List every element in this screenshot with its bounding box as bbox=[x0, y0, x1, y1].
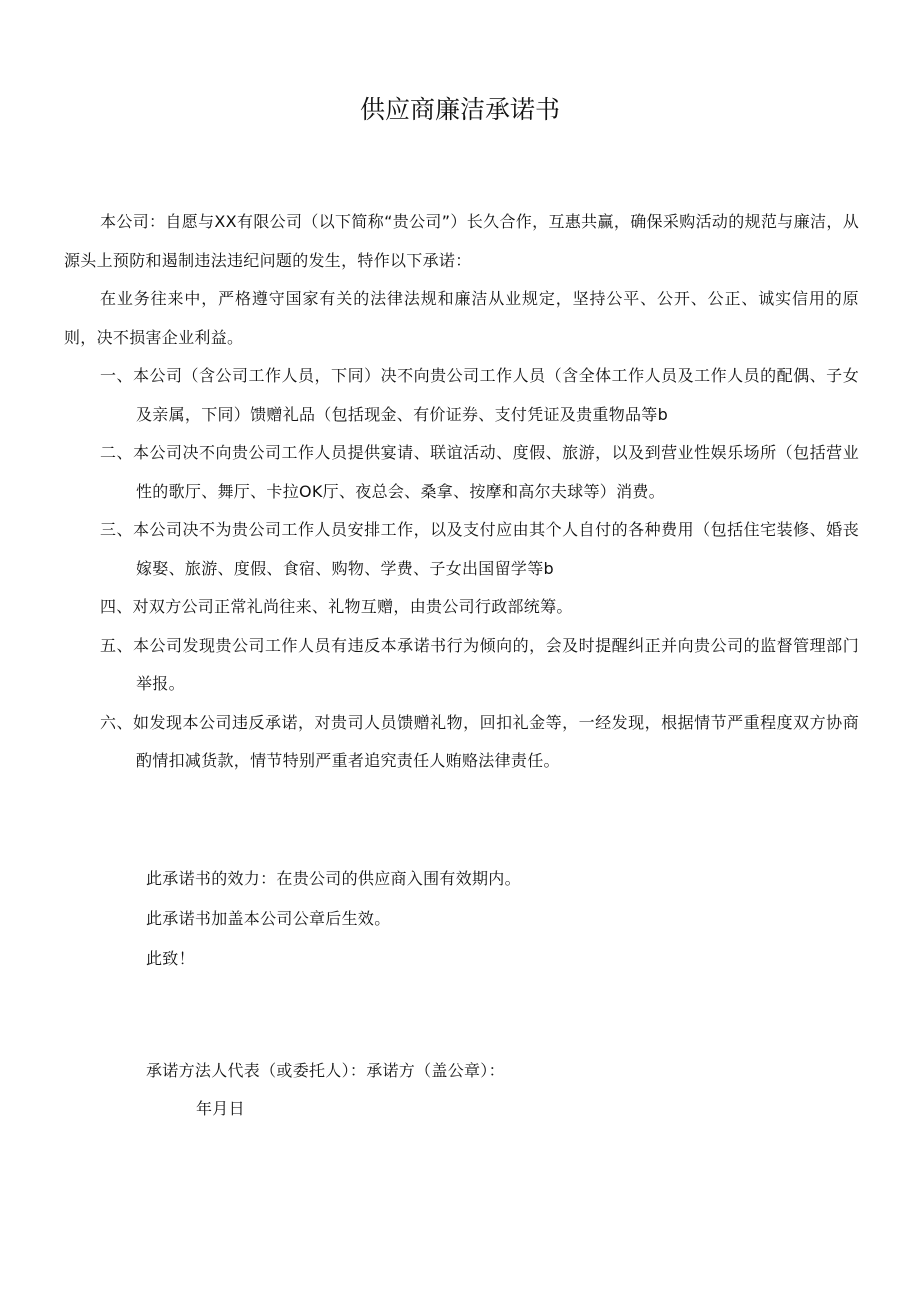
intro-paragraph: 本公司：自愿与XX有限公司（以下简称“贵公司”）长久合作，互惠共赢，确保采购活动的规范与廉洁，从源头上预防和遏制违法违纪问题的发生，特作以下承诺： bbox=[64, 212, 859, 270]
document-title: 供应商廉洁承诺书 bbox=[359, 95, 560, 124]
commitment-item-2: 二、本公司决不向贵公司工作人员提供宴请、联谊活动、度假、旅游，以及到营业性娱乐场所（包括营业性的歌厅、舞厅、卡拉OK厅、夜总会、桑拿、按摩和高尔夫球等）消费。 bbox=[100, 443, 859, 501]
date-line: 年月日 bbox=[196, 1099, 245, 1118]
salutation: 此致！ bbox=[146, 949, 195, 968]
commitment-item-1: 一、本公司（含公司工作人员，下同）决不向贵公司工作人员（含全体工作人员及工作人员的配偶、子女及亲属，下同）馈赠礼品（包括现金、有价证券、支付凭证及贵重物品等b bbox=[100, 366, 859, 424]
closing-section bbox=[146, 859, 521, 979]
validity-statement: 此承诺书的效力：在贵公司的供应商入围有效期内。 bbox=[146, 869, 521, 888]
signature-section bbox=[146, 1052, 505, 1128]
effective-statement: 此承诺书加盖本公司公章后生效。 bbox=[146, 909, 391, 928]
principle-paragraph: 在业务往来中，严格遵守国家有关的法律法规和廉洁从业规定，坚持公平、公开、公正、诚实信用的原则，决不损害企业利益。 bbox=[64, 289, 859, 347]
commitment-item-4: 四、对双方公司正常礼尚往来、礼物互赠，由贵公司行政部统筹。 bbox=[100, 597, 573, 616]
document-body bbox=[64, 203, 859, 781]
commitment-item-6: 六、如发现本公司违反承诺，对贵司人员馈赠礼物，回扣礼金等，一经发现，根据情节严重程度双方协商酌情扣减货款，情节特别严重者追究责任人贿赂法律责任。 bbox=[100, 712, 859, 770]
commitment-item-5: 五、本公司发现贵公司工作人员有违反本承诺书行为倾向的，会及时提醒纠正并向贵公司的监督管理部门举报。 bbox=[100, 635, 859, 693]
signature-line: 承诺方法人代表（或委托人）：承诺方（盖公章）： bbox=[146, 1061, 505, 1080]
commitment-item-3: 三、本公司决不为贵公司工作人员安排工作，以及支付应由其个人自付的各种费用（包括住宅装修、婚丧嫁娶、旅游、度假、食宿、购物、学费、子女出国留学等b bbox=[100, 520, 859, 578]
